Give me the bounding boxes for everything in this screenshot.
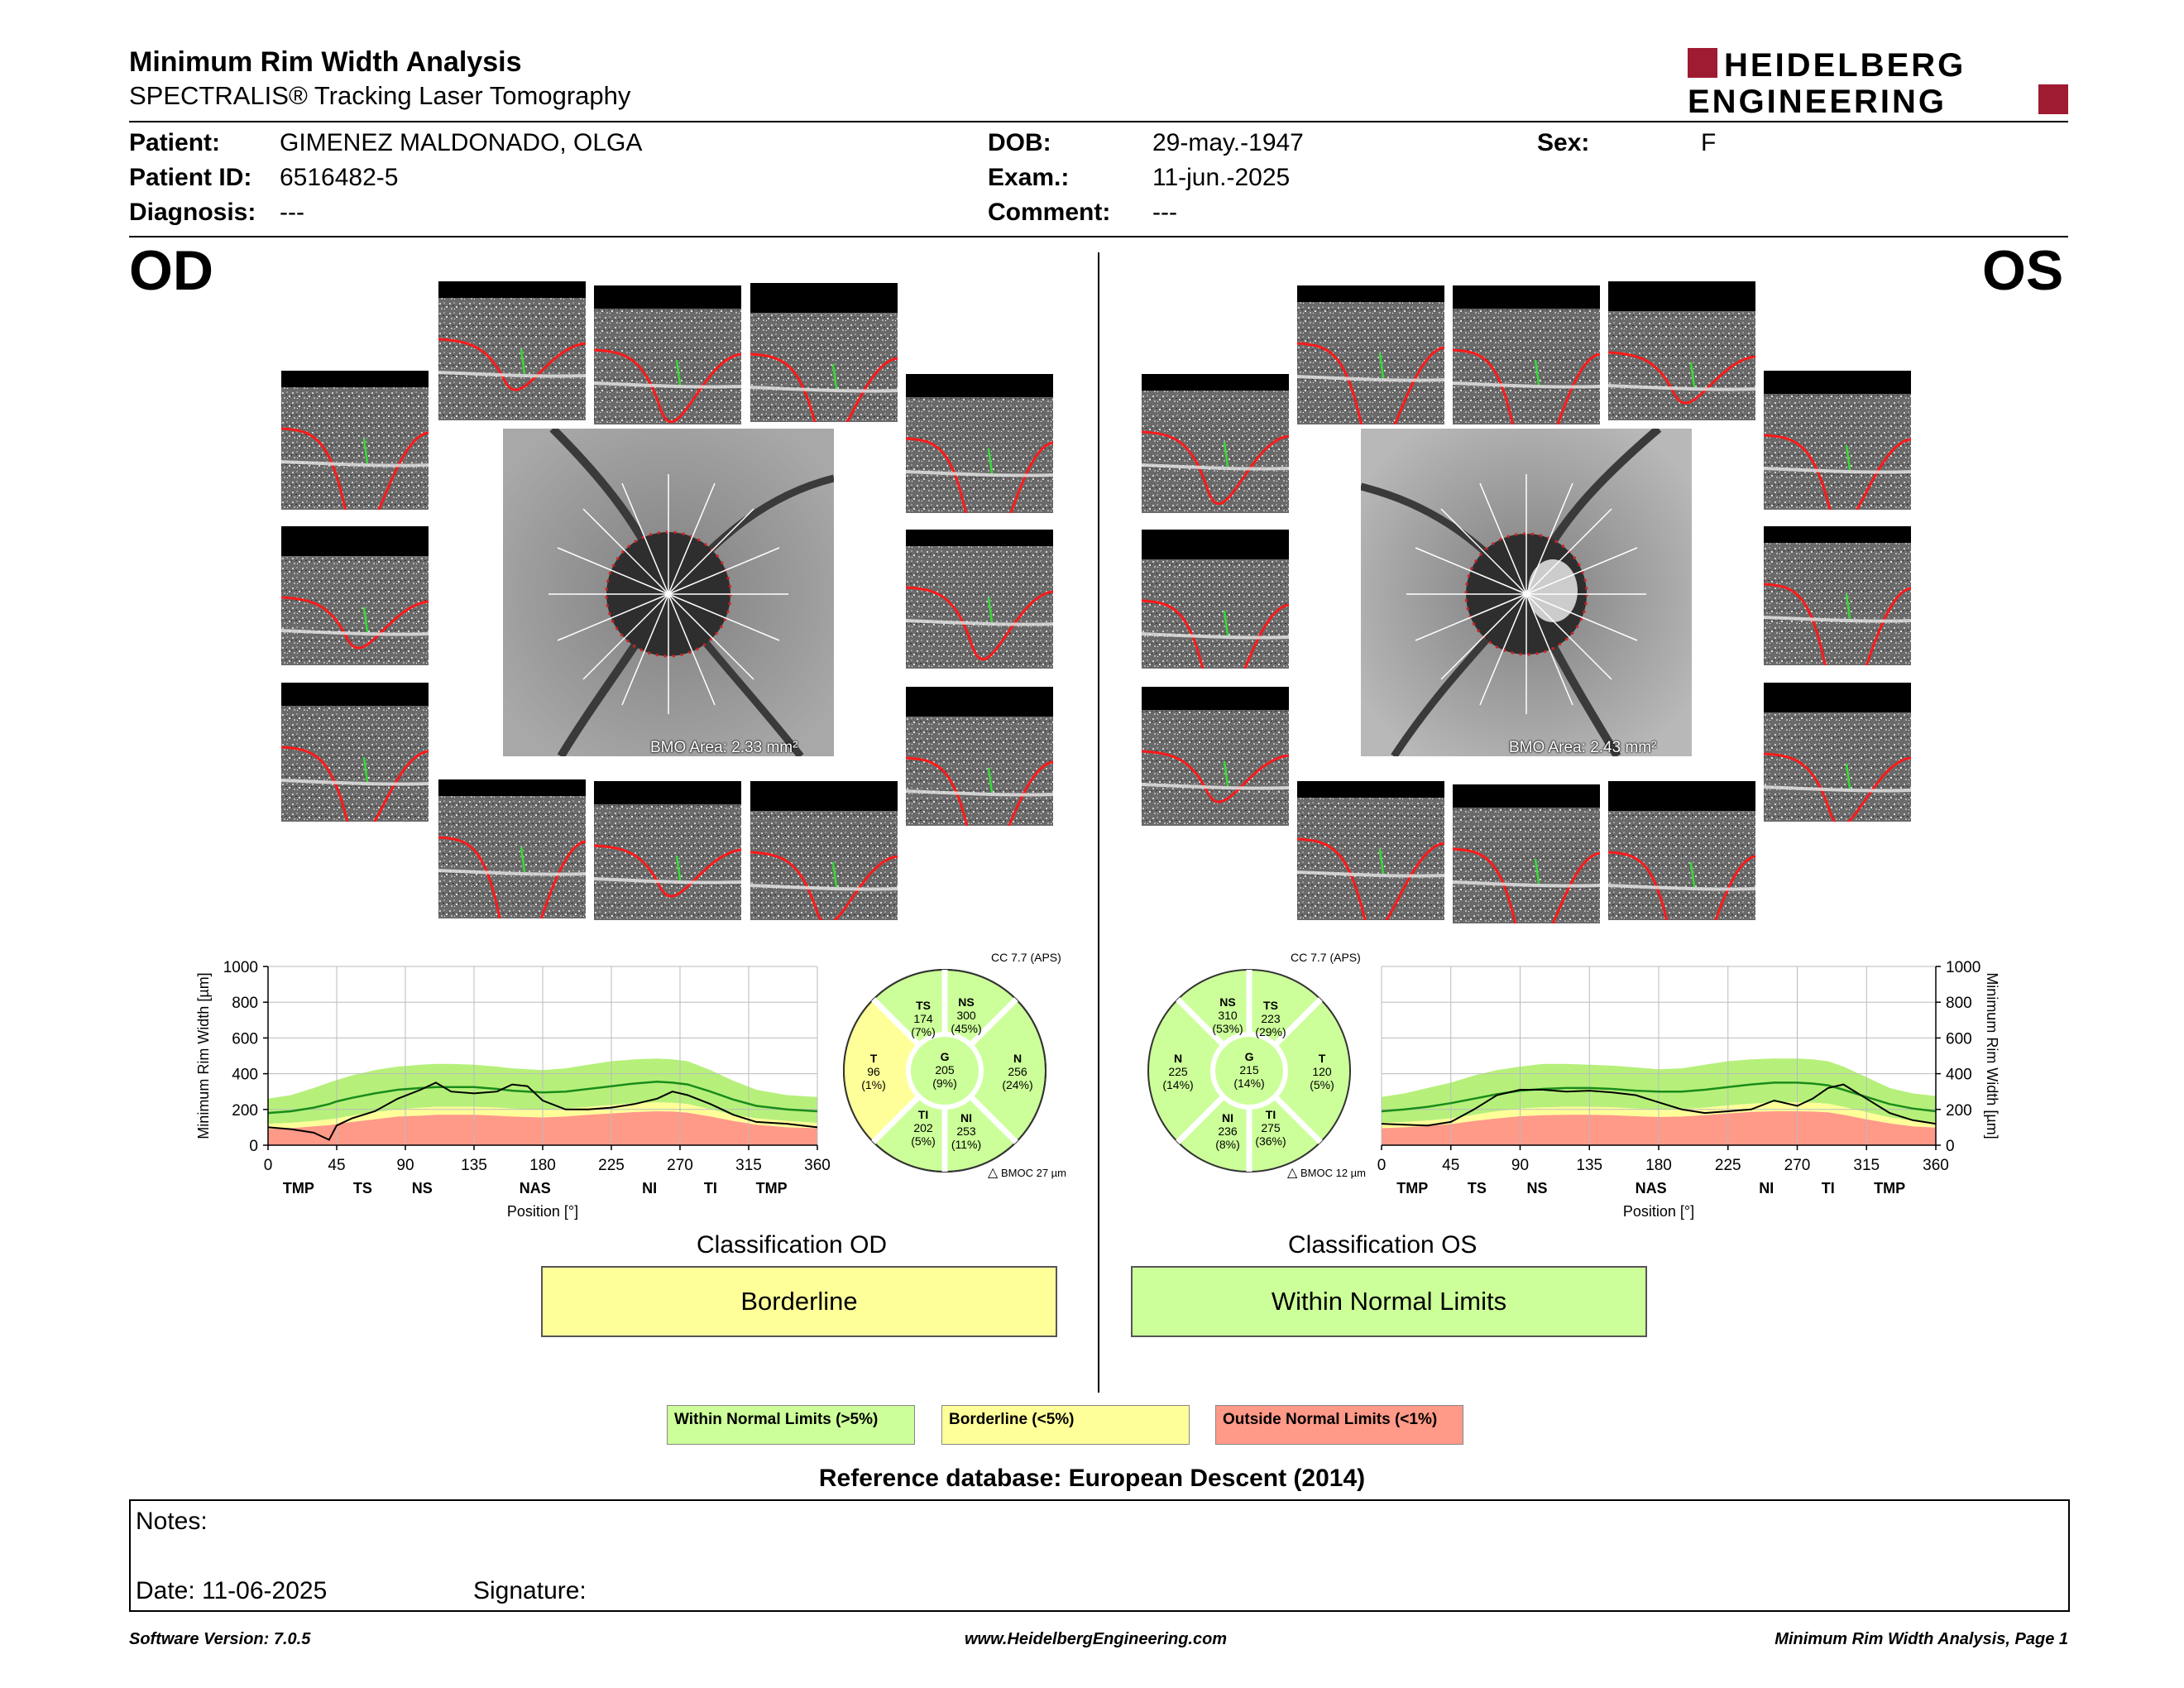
header-rule	[129, 121, 2068, 122]
os-g-value: 215	[1239, 1063, 1259, 1077]
x-axis-label: Position [°]	[1622, 1203, 1695, 1220]
footer-page: Minimum Rim Width Analysis, Page 1	[1774, 1630, 2068, 1648]
os-n-name: N	[1173, 1052, 1183, 1065]
x-tick-label: 270	[667, 1157, 693, 1174]
x-tick-label: 225	[1714, 1157, 1741, 1174]
comment-value: ---	[1152, 199, 1177, 226]
delta-icon: △	[1287, 1166, 1298, 1180]
os-ts-name: TS	[1263, 999, 1278, 1012]
od-g-value: 205	[935, 1063, 955, 1077]
os-bmoc-label: BMOC 12 µm	[1300, 1167, 1367, 1179]
os-ns-value: 310	[1218, 1009, 1238, 1022]
region-label: TMP	[755, 1180, 788, 1196]
dob-value: 29-may.-1947	[1152, 129, 1304, 156]
os-oct-scan	[1764, 371, 1911, 510]
signature-label: Signature:	[473, 1577, 587, 1604]
y-tick-label: 1000	[1946, 959, 1981, 976]
legend-borderline: Borderline (<5%)	[941, 1405, 1190, 1445]
os-eye-label: OS	[1982, 239, 2064, 302]
x-tick-label: 360	[804, 1157, 831, 1174]
patient-label: Patient:	[129, 129, 221, 156]
y-tick-label: 0	[1946, 1138, 1955, 1155]
comment-label: Comment:	[988, 199, 1111, 226]
os-cc-label: CC 7.7 (APS)	[1291, 951, 1361, 964]
os-ni-name: NI	[1222, 1111, 1233, 1125]
software-version: Software Version: 7.0.5	[129, 1630, 311, 1648]
od-bmo-area: BMO Area: 2.33 mm²	[650, 739, 798, 756]
os-oct-scan	[1142, 530, 1289, 669]
od-fundus-image	[503, 429, 834, 756]
region-label: NI	[642, 1180, 658, 1196]
os-sector-diagram	[1135, 950, 1375, 1190]
y-tick-label: 200	[1946, 1101, 1972, 1120]
region-label: NS	[411, 1180, 433, 1196]
od-ni-name: NI	[960, 1111, 972, 1125]
od-oct-scan	[281, 526, 429, 665]
os-t-pct: (5%)	[1310, 1078, 1334, 1091]
region-label: TI	[703, 1180, 717, 1196]
os-rim-width-chart	[1357, 952, 2002, 1233]
os-n-pct: (14%)	[1162, 1078, 1194, 1091]
x-tick-label: 180	[529, 1157, 556, 1174]
od-classification-box: Borderline	[541, 1266, 1057, 1337]
os-oct-scan	[1453, 784, 1600, 923]
x-tick-label: 315	[735, 1157, 762, 1174]
region-label: NI	[1759, 1180, 1774, 1196]
od-ts-name: TS	[916, 999, 931, 1012]
region-label: NS	[1526, 1180, 1548, 1196]
x-tick-label: 0	[263, 1157, 273, 1174]
os-ni-value: 236	[1218, 1125, 1238, 1138]
reference-database: Reference database: European Descent (2014)	[818, 1465, 1366, 1492]
od-t-value: 96	[867, 1065, 880, 1078]
x-axis-label: Position [°]	[506, 1203, 579, 1220]
od-cc-label: CC 7.7 (APS)	[991, 951, 1061, 964]
y-axis-label: Minimum Rim Width [µm]	[1984, 972, 2000, 1139]
os-oct-scan	[1297, 781, 1444, 920]
x-tick-label: 45	[1442, 1157, 1460, 1174]
od-bmoc-label: BMOC 27 µm	[1001, 1167, 1067, 1179]
patient-id-label: Patient ID:	[129, 164, 252, 191]
y-tick-label: 600	[1946, 1030, 1972, 1048]
region-label: NAS	[1635, 1180, 1667, 1196]
footer-url[interactable]: www.HeidelbergEngineering.com	[965, 1630, 1228, 1648]
od-ns-pct: (45%)	[951, 1022, 982, 1035]
od-oct-scan	[281, 683, 429, 822]
exam-label: Exam.:	[988, 164, 1070, 191]
region-label: TS	[1467, 1180, 1487, 1196]
os-ti-value: 275	[1261, 1121, 1281, 1134]
diagnosis-label: Diagnosis:	[129, 199, 256, 226]
region-label: TMP	[282, 1180, 314, 1196]
od-sector-diagram	[836, 950, 1075, 1190]
patient-id-value: 6516482-5	[280, 164, 399, 191]
od-eye-label: OD	[129, 239, 213, 302]
od-oct-scan	[438, 779, 586, 918]
od-ni-pct: (11%)	[951, 1138, 982, 1151]
os-t-value: 120	[1312, 1065, 1332, 1078]
os-oct-scan	[1764, 683, 1911, 822]
os-bmo-area: BMO Area: 2.43 mm²	[1509, 739, 1657, 756]
od-oct-scan	[594, 781, 741, 920]
od-ns-value: 300	[956, 1009, 976, 1022]
dob-label: DOB:	[988, 129, 1051, 156]
os-ns-name: NS	[1219, 995, 1236, 1009]
logo-square-bottom	[2038, 84, 2068, 114]
od-ti-pct: (5%)	[911, 1134, 936, 1148]
y-tick-label: 400	[232, 1066, 258, 1084]
patient-name: GIMENEZ MALDONADO, OLGA	[280, 129, 643, 156]
od-oct-scan	[906, 530, 1053, 669]
od-g-name: G	[940, 1050, 950, 1063]
os-ti-pct: (36%)	[1255, 1134, 1286, 1148]
logo-text-1: HEIDELBERG	[1724, 47, 1966, 84]
od-oct-scan	[281, 371, 429, 510]
os-oct-scan	[1453, 285, 1600, 424]
od-rim-width-chart	[189, 952, 834, 1233]
os-ni-pct: (8%)	[1215, 1138, 1240, 1151]
y-tick-label: 400	[1946, 1066, 1972, 1084]
os-ti-name: TI	[1265, 1108, 1276, 1121]
logo-text-2: ENGINEERING	[1688, 84, 1947, 116]
y-axis-label: Minimum Rim Width [µm]	[195, 972, 212, 1139]
heidelberg-logo	[1688, 46, 2068, 116]
y-tick-label: 600	[232, 1030, 258, 1048]
os-oct-scan	[1764, 526, 1911, 665]
od-oct-scan	[906, 687, 1053, 826]
x-tick-label: 90	[396, 1157, 414, 1174]
region-label: NAS	[519, 1180, 551, 1196]
os-g-name: G	[1244, 1050, 1254, 1063]
y-tick-label: 0	[249, 1138, 258, 1155]
od-g-pct: (9%)	[932, 1077, 957, 1090]
region-label: TMP	[1874, 1180, 1906, 1196]
center-divider	[1098, 252, 1099, 1393]
x-tick-label: 180	[1645, 1157, 1672, 1174]
os-classification-box: Within Normal Limits	[1131, 1266, 1647, 1337]
region-label: TS	[352, 1180, 372, 1196]
os-oct-scan	[1608, 781, 1755, 920]
diagnosis-value: ---	[280, 199, 304, 226]
y-tick-label: 800	[232, 995, 258, 1013]
od-ts-pct: (7%)	[911, 1025, 936, 1038]
od-oct-scan	[594, 285, 741, 424]
os-oct-scan	[1142, 687, 1289, 826]
od-oct-scan	[906, 374, 1053, 513]
x-tick-label: 45	[328, 1157, 346, 1174]
region-label: TMP	[1396, 1180, 1429, 1196]
patient-rule	[129, 236, 2068, 237]
y-tick-label: 800	[1946, 995, 1972, 1013]
os-classification-title: Classification OS	[1288, 1231, 1478, 1259]
notes-label: Notes:	[136, 1508, 208, 1535]
os-n-value: 225	[1168, 1065, 1188, 1078]
os-ns-pct: (53%)	[1212, 1022, 1243, 1035]
y-tick-label: 1000	[223, 959, 258, 976]
od-ti-name: TI	[917, 1108, 929, 1121]
x-tick-label: 270	[1784, 1157, 1811, 1174]
sex-label: Sex:	[1537, 129, 1590, 156]
legend-within-normal: Within Normal Limits (>5%)	[667, 1405, 915, 1445]
date-label: Date: 11-06-2025	[136, 1577, 328, 1604]
logo-square-top	[1688, 48, 1717, 78]
od-t-name: T	[869, 1052, 878, 1065]
od-ns-name: NS	[958, 995, 975, 1009]
od-ts-value: 174	[913, 1012, 933, 1025]
report-title: Minimum Rim Width Analysis	[129, 46, 522, 78]
os-oct-scan	[1297, 285, 1444, 424]
exam-value: 11-jun.-2025	[1152, 164, 1291, 191]
x-tick-label: 360	[1923, 1157, 1949, 1174]
x-tick-label: 0	[1377, 1157, 1387, 1174]
os-ts-value: 223	[1261, 1012, 1281, 1025]
od-t-pct: (1%)	[861, 1078, 886, 1091]
y-tick-label: 200	[232, 1101, 258, 1120]
x-tick-label: 135	[461, 1157, 487, 1174]
od-n-value: 256	[1008, 1065, 1027, 1078]
sex-value: F	[1701, 129, 1717, 156]
od-n-pct: (24%)	[1002, 1078, 1033, 1091]
notes-box	[129, 1499, 2070, 1612]
od-oct-scan	[750, 781, 898, 920]
od-oct-scan	[438, 281, 586, 420]
od-ni-value: 253	[956, 1125, 976, 1138]
od-oct-scan	[750, 283, 898, 422]
x-tick-label: 225	[598, 1157, 625, 1174]
os-fundus-image	[1361, 429, 1692, 756]
os-oct-scan	[1608, 281, 1755, 420]
od-n-name: N	[1013, 1052, 1023, 1065]
region-label: TI	[1821, 1180, 1835, 1196]
delta-icon: △	[988, 1166, 999, 1180]
x-tick-label: 135	[1576, 1157, 1603, 1174]
report-subtitle: SPECTRALIS® Tracking Laser Tomography	[129, 81, 631, 110]
os-t-name: T	[1318, 1052, 1326, 1065]
os-oct-scan	[1142, 374, 1289, 513]
legend-outside-normal: Outside Normal Limits (<1%)	[1215, 1405, 1463, 1445]
x-tick-label: 90	[1511, 1157, 1530, 1174]
x-tick-label: 315	[1853, 1157, 1880, 1174]
od-classification-title: Classification OD	[697, 1231, 888, 1259]
os-g-pct: (14%)	[1233, 1077, 1265, 1090]
od-ti-value: 202	[913, 1121, 933, 1134]
os-ts-pct: (29%)	[1255, 1025, 1286, 1038]
